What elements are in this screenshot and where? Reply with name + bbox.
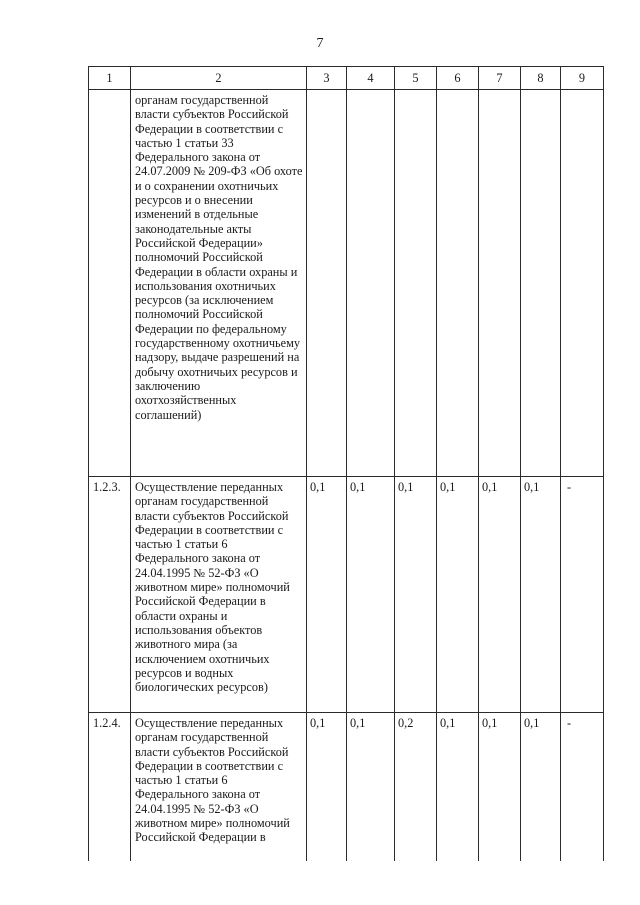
value-cell: 0,1: [521, 477, 561, 713]
value-cell: 0,2: [395, 713, 437, 861]
value-cell: 0,1: [395, 477, 437, 713]
value-cell: 0,1: [347, 477, 395, 713]
value-cell: 0,1: [307, 713, 347, 861]
column-header: 3: [307, 67, 347, 90]
row-number-cell: [89, 90, 131, 477]
value-cell: [561, 90, 604, 477]
value-cell: 0,1: [437, 477, 479, 713]
table-row: [89, 713, 604, 861]
value-cell: -: [561, 713, 604, 861]
value-cell: [479, 90, 521, 477]
table-header-row: [89, 67, 604, 90]
column-header: 1: [89, 67, 131, 90]
table-row: [89, 90, 604, 477]
row-description-cell: Осуществление переданных органам государственной власти субъектов Российской Федерации в соответствии с частью 1 статьи 6 Федерального закона от 24.04.1995 № 52-ФЗ «О животном мире» полномочий Российской Федерации в: [131, 713, 307, 861]
indicators-table: [88, 66, 604, 861]
row-number-cell: 1.2.4.: [89, 713, 131, 861]
column-header: 2: [131, 67, 307, 90]
value-cell: [395, 90, 437, 477]
table-row: [89, 477, 604, 713]
column-header: 4: [347, 67, 395, 90]
value-cell: 0,1: [479, 477, 521, 713]
page-number: 7: [316, 36, 324, 51]
column-header: 6: [437, 67, 479, 90]
column-header: 7: [479, 67, 521, 90]
value-cell: 0,1: [479, 713, 521, 861]
value-cell: 0,1: [307, 477, 347, 713]
value-cell: [347, 90, 395, 477]
row-description-cell: Осуществление переданных органам государственной власти субъектов Российской Федерации в соответствии с частью 1 статьи 6 Федерального закона от 24.04.1995 № 52-ФЗ «О животном мире» полномочий Российской Федерации в области охраны и использования объектов животного мира (за исключением охотничьих ресурсов и водных биологических ресурсов): [131, 477, 307, 713]
row-number-cell: 1.2.3.: [89, 477, 131, 713]
value-cell: [437, 90, 479, 477]
column-header: 9: [561, 67, 604, 90]
row-description-cell: органам государственной власти субъектов Российской Федерации в соответствии с частью 1 статьи 33 Федерального закона от 24.07.2009 № 209-ФЗ «Об охоте и о сохранении охотничьих ресурсов и о внесении изменений в отдельные законодательные акты Российской Федерации» полномочий Российской Федерации в области охраны и использования охотничьих ресурсов (за исключением полномочий Российской Федерации по федеральному государственному охотничьему надзору, выдаче разрешений на добычу охотничьих ресурсов и заключению охотхозяйственных соглашений): [131, 90, 307, 477]
value-cell: [521, 90, 561, 477]
value-cell: 0,1: [347, 713, 395, 861]
column-header: 8: [521, 67, 561, 90]
value-cell: 0,1: [437, 713, 479, 861]
column-header: 5: [395, 67, 437, 90]
value-cell: -: [561, 477, 604, 713]
value-cell: [307, 90, 347, 477]
value-cell: 0,1: [521, 713, 561, 861]
